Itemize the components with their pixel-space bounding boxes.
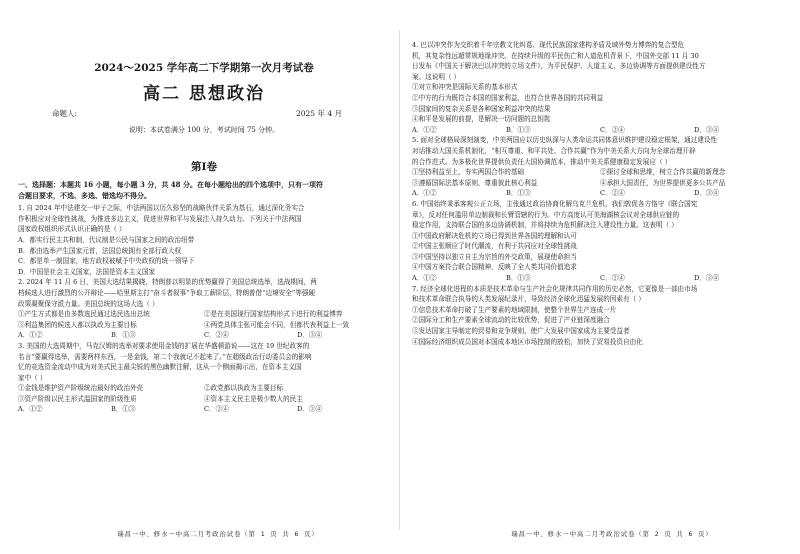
option: ④两党具体主张可能会不同，但都代表利益上一致 xyxy=(204,320,350,329)
question-stem: 日发布《中国关于解决巴以冲突的立场文件》，为平民保护、人道主义、多边协调等方面提供建设性方 xyxy=(412,62,706,71)
question-block xyxy=(412,199,788,284)
section-heading xyxy=(18,180,390,201)
option: ④中国方案符合联合国精神，反映了全人类共同价值追求 xyxy=(412,263,577,272)
answer-choice: B．①③ xyxy=(506,189,531,198)
option-row xyxy=(18,320,390,331)
option: ③利益集团的候选人都以执政为主要目标 xyxy=(18,320,137,329)
question-stem: 忆的竞选资金流动中成为对美式民主最尖锐的黑色幽默注解，这从一个侧面揭示出，在资本主义国 xyxy=(18,363,302,372)
page-footer: 瑞昌一中、修水一中高二月考政治试卷（第 1 页 共 6 页） xyxy=(117,531,319,538)
answer-choices xyxy=(412,273,788,284)
author-label: 命题人: xyxy=(52,109,78,118)
exam-title: 2024～2025 学年高二下学期第一次月考试卷 xyxy=(94,62,314,74)
question-stem: 对话推动大国关系机制化，“相互尊重、和平共处、合作共赢”作为中美关系大方向为全球治理开辟 xyxy=(412,146,696,155)
option: ③中国坚持以独立自主为宗旨的外交政策，展现使命担当 xyxy=(412,252,577,261)
question-stem: 作积极应对全球性挑战，为推进多边主义，促进世界和平与发展注入持久动力。下列关于中法两国 xyxy=(18,214,302,223)
page-footer: 瑞昌一中、修水一中高二月考政治试卷（第 2 页 共 6 页） xyxy=(511,531,713,538)
answer-choice: C．②④ xyxy=(204,331,229,340)
answer-choice: A．①② xyxy=(412,125,437,134)
answer-choice: B．①③ xyxy=(506,125,531,134)
option-row xyxy=(18,383,390,394)
answer-choice: A．①② xyxy=(18,331,43,340)
option-row xyxy=(412,178,788,189)
option-row xyxy=(18,309,390,320)
question-block xyxy=(18,277,390,341)
question-stem: 3. 美国的大选周期中，马克汉姆的选举对要求使用金钱的扩展在华盛顿游说——这在 19 世纪政客的 xyxy=(18,341,310,350)
question-block xyxy=(412,284,788,348)
answer-choice: D．③④ xyxy=(694,189,720,198)
option: ④和平是发展的前提，是解决一切问题的总钥匙 xyxy=(412,115,551,124)
option: ①对立和冲突是国际关系的基本形式 xyxy=(412,83,518,92)
question-stem: 6. 中国始终秉承客观公正立场，主张通过政治协商化解乌克兰危机，我们敦促各方恪守《联合国宪 xyxy=(412,199,698,208)
option: ②中国主张顺应了时代潮流，有利于共同应对全球性挑战 xyxy=(412,242,577,251)
section-heading-line: 合题目要求，不选、多选、错选均不得分。 xyxy=(18,190,151,200)
option: ①信息技术革命打破了生产要素的地域限制，使整个世界生产连成一片 xyxy=(412,305,617,314)
option: ④国际经济组织成员国对本国成本地区市场控制的放松，加快了贸易投资自由化 xyxy=(412,337,643,346)
option: ②政党都以执政为主要目标 xyxy=(204,384,284,393)
answer-choices xyxy=(412,125,788,136)
option: ②探讨全球和思维，树立合作共赢的新理念 xyxy=(600,168,726,177)
question-block xyxy=(412,135,788,199)
question-stem: 2. 2024 年 11 月 6 日，美国大选结果揭晓，特朗普以明显的优势赢得了美国总统选举，选战期间，两 xyxy=(18,278,317,287)
answer-choice: D．③④ xyxy=(694,274,720,283)
answer-choices xyxy=(18,330,390,341)
option: ①金钱是维护资产阶级统治最好的政治外壳 xyxy=(18,384,144,393)
option: ②是在美国现行国家结构形式下进行的利益博弈 xyxy=(204,310,343,319)
question-stem: 7. 经济全球化进程的本质是技术革命与生产社会化规律共同作用的历史必然，它更像是一部由市场 xyxy=(412,284,698,293)
option: ④承担大国责任，为世界提供更多公共产品 xyxy=(600,178,726,187)
option: ①中国政府解决危机的立场已得到世界各国的理解和认可 xyxy=(412,231,577,240)
question-stem: 家中（ ） xyxy=(18,373,47,382)
answer-choice: B．①③ xyxy=(111,405,136,414)
volume-heading: 第Ⅰ卷 xyxy=(191,161,217,173)
question-stem: 的合作范式。为多极化世界提供负责任大国协调范本，推动中美关系健康稳定发展应（ ） xyxy=(412,157,672,166)
answer-choice: A．①② xyxy=(18,405,43,414)
question-list xyxy=(18,203,390,415)
question-stem: 和技术革命联合执导的人类发展纪录片，导致经济全球化迅猛发展的因素有（ ） xyxy=(412,295,645,304)
question-stem: 章》，反对任何滥用单边制裁和长臂管辖的行为。中方高度认可美海湖核会议对全球供应链的 xyxy=(412,210,680,219)
option: ③国家间的复杂关系是各种国家利益冲突的结果 xyxy=(412,104,551,113)
option: ③资产阶级以民主形式温国家的阶级性质 xyxy=(18,394,137,403)
option: B．都由选举产生国家元首，法国总统拥有全部行政大权 xyxy=(18,246,182,255)
question-stem: 机，其复杂性远超常规地缘冲突。在持续升级的平民伤亡和人道危机背景下，中国外交部 11 月 30 xyxy=(412,51,699,60)
option: A．都实行民主共和制，代议制是公民与国家之间的政治纽带 xyxy=(18,235,195,244)
option: C．都是单一制国家，地方政权被赋予中央政权的统一领导下 xyxy=(18,257,195,266)
answer-choices xyxy=(18,404,390,415)
exam-page-2 xyxy=(400,0,800,554)
question-stem: 国家政权组织形式认识正确的是（ ） xyxy=(18,225,126,234)
option: ①坚持利益至上，夯实两国合作的基础 xyxy=(412,168,525,177)
option: ②国际分工和生产要素全球流动的比较优势，促进了产业链深度融合 xyxy=(412,316,610,325)
answer-choice: A．①② xyxy=(412,189,437,198)
answer-choice: C．②④ xyxy=(600,189,625,198)
answer-choice: B．①③ xyxy=(506,274,531,283)
subject-title: 高二 思想政治 xyxy=(143,84,265,104)
instructions: 说明：本试卷满分 100 分，考试时间 75 分钟。 xyxy=(128,126,280,134)
question-block xyxy=(18,341,390,415)
question-stem: 案。这说明（ ） xyxy=(412,72,461,81)
question-stem: 稳定作用，支持联合国的多边协调机制，并将持续为危机解决注入建设性力量。这表明（ ） xyxy=(412,221,678,230)
answer-choice: B．①③ xyxy=(111,331,136,340)
answer-choice: D．③④ xyxy=(297,405,323,414)
answer-choice: D．③④ xyxy=(694,125,720,134)
answer-choice: C．②④ xyxy=(600,274,625,283)
option: ②中方的行为既符合本国的国家利益，也符合世界各国的共同利益 xyxy=(412,93,604,102)
question-stem: 5. 面对全球格局深刻演变，中美两国应以历史纵深与人类命运共同体意识维护建设稳定框架，通过建设性 xyxy=(412,136,718,145)
option: ③发达国家主导制定的贸易和竞争规则，使广大发展中国家成为主要受益者 xyxy=(412,327,630,336)
answer-choice: A．①② xyxy=(412,274,437,283)
exam-date: 2025 年 4 月 xyxy=(295,109,342,118)
question-block xyxy=(18,203,390,277)
option: D．中国是社会主义国家，法国是资本主义国家 xyxy=(18,267,156,276)
section-heading-line: 一、选择题：本题共 16 小题，每小题 3 分，共 48 分。在每小题给出的四个选项中，只有一项符 xyxy=(18,180,323,189)
option-row xyxy=(18,394,390,405)
option: ③遵循国际法基本原则，尊重彼此核心利益 xyxy=(412,178,538,187)
option-row xyxy=(412,167,788,178)
question-stem: 档候选人进行激烈的公开辩论——哈里斯主打“奋斗者叙事”争取工薪阶层，特朗普借“边境安全”等强硬 xyxy=(18,288,316,297)
answer-choice: C．②④ xyxy=(600,125,625,134)
answer-choice: D．③④ xyxy=(297,331,323,340)
question-list xyxy=(412,40,788,347)
option: ①产生方式都是由多数选民通过选民选出总统 xyxy=(18,310,150,319)
option: ④资本主义民主是极少数人的民主 xyxy=(204,394,303,403)
meta-row xyxy=(18,108,390,119)
question-stem: 1. 自 2024 年中法建交一甲子之际，中法两国以历久弥坚的战略伙伴关系为基石，通过深化务实合 xyxy=(18,204,305,213)
answer-choices xyxy=(412,188,788,199)
answer-choice: C．②④ xyxy=(204,405,229,414)
question-stem: 政策凝聚保守派力量。美国总统的这场大选（ ） xyxy=(18,299,159,308)
question-stem: 4. 巴以冲突作为交织着千年宗教文化纠葛、现代民族国家建构矛盾及域外势力博弈的复合型危 xyxy=(412,41,685,49)
question-block xyxy=(412,40,788,135)
question-stem: 名言“要赢得选举，需要两样东西，一是金钱，第二个我就记不起来了。”在超级政治行动委员会的影响 xyxy=(18,352,312,361)
